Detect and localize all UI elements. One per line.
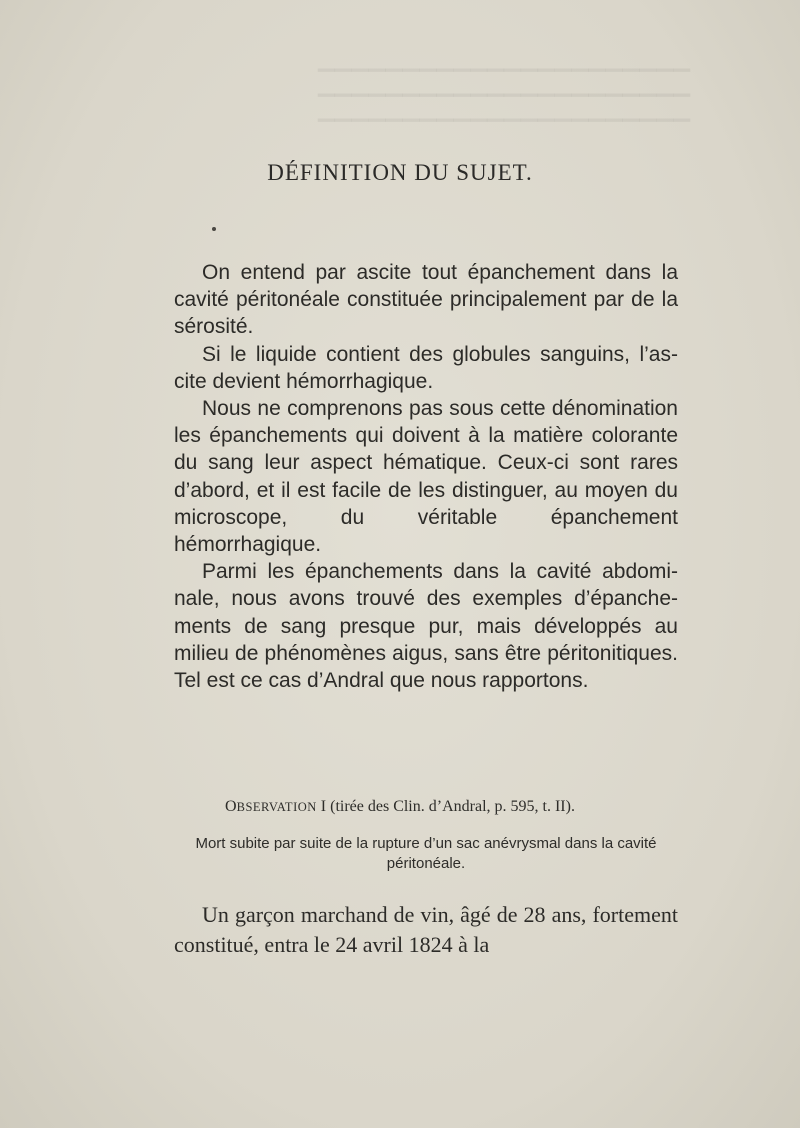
observation-caption: Mort subite par suite de la rupture d’un sac anévrysmal dans la cavité péritonéale. xyxy=(195,835,657,872)
section-heading: DÉFINITION DU SUJET. xyxy=(267,160,533,185)
observation-heading xyxy=(0,798,800,816)
body-text xyxy=(174,259,678,694)
paragraph: Un garçon marchand de vin, âgé de 28 ans, fortement constitué, entra le 24 avril 1824 à la xyxy=(174,902,678,957)
paragraph: Parmi les épanchements dans la cavité abdominale, nous avons trouvé des exemples d’épanchements de sang presque pur, mais développés au milieu de phénomènes aigus, sans être péritonitiques. Tel est ce cas d’Andral que nous rapportons. xyxy=(174,560,678,693)
observation-reference: I (tirée des Clin. d’Andral, p. 595, t. II). xyxy=(316,798,575,815)
observation-label-initial: O xyxy=(225,798,237,815)
body-text-continued xyxy=(174,900,678,960)
paragraph: Si le liquide contient des globules sanguins, l’ascite devient hémorrhagique. xyxy=(174,342,678,393)
show-through-texture: ▔▔▔▔▔▔▔▔▔▔▔▔▔▔▔▔▔▔▔▔▔▔ ▔▔▔▔▔▔▔▔▔▔▔▔▔▔▔▔▔▔▔▔▔▔ ▔▔▔▔▔▔▔▔▔▔▔▔▔▔▔▔▔▔▔▔▔▔ xyxy=(317,70,690,145)
paragraph: On entend par ascite tout épanchement dans la cavité péritonéale constituée principalement par de la sérosité. xyxy=(174,261,678,339)
paragraph: Nous ne comprenons pas sous cette dénomination les épanchements qui doivent à la matière colorante du sang leur aspect hématique. Ceux-ci sont rares d’abord, et il est facile de les distinguer, au moyen du microscope, du véritable épanchement hémorrhagique. xyxy=(174,397,678,557)
ink-speck xyxy=(212,227,216,231)
observation-label-rest: BSERVATION xyxy=(236,800,317,814)
